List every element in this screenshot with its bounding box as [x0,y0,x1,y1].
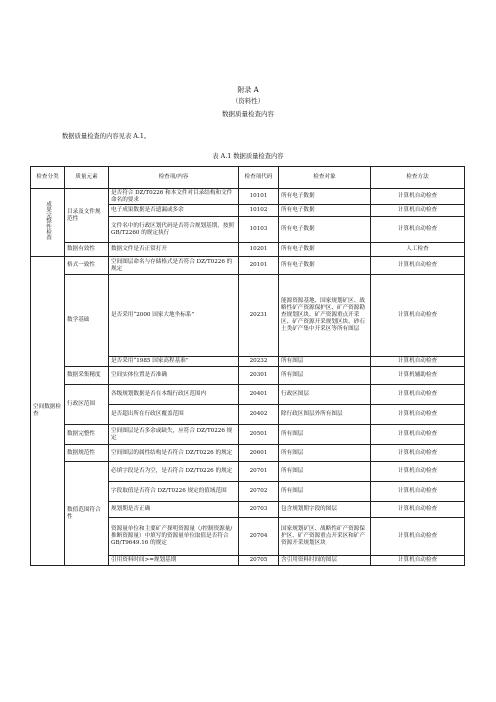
header-item: 检查项/内容 [109,167,239,189]
table-header-row [31,167,465,189]
object-cell: 所有图层 [279,462,371,482]
item-cell: 是否采用“1985 国家高程基准” [109,357,239,367]
item-cell: 必填字段是否为空，是否符合 DZ/T0226 的规定 [109,462,239,482]
method-cell: 计算机自动检查 [371,462,465,482]
element-cell: 数据完整性 [65,425,109,445]
object-cell: 包含规划期字段的图层 [279,502,371,518]
appendix-title: 数据质量检查内容 [222,110,274,118]
element-cell: 目录及文件规范性 [65,189,109,243]
object-cell: 所有图层 [279,357,371,367]
table-row [31,367,465,385]
appendix-label: 附录 A [237,86,259,94]
object-cell: 能源资源基地、国家规划矿区、战略性矿产资源保护区、矿产资源勘查规划区块、矿产资源重点开采区、矿产资源开采规划区块、砂石土类矿产集中开采区等所有图层 [279,275,371,357]
object-cell: 除行政区图层外所有图层 [279,405,371,425]
category-cell: 成果完整性检查 [31,189,65,257]
element-cell: 数据规范性 [65,445,109,462]
table-row [31,425,465,445]
method-cell: 计算机自动检查 [371,502,465,518]
method-cell: 计算机自动检查 [371,405,465,425]
category-cell: 空间数据检查 [31,257,65,566]
item-cell: 电子成果数据是否遗漏或多余 [109,205,239,217]
table-row [31,243,465,257]
method-cell: 计算机辅助检查 [371,367,465,385]
appendix-note: （资料性） [231,97,265,105]
code-cell: 20703 [239,502,279,518]
element-cell: 数据有效性 [65,243,109,257]
code-cell: 20705 [239,556,279,566]
method-cell: 计算机自动检查 [371,425,465,445]
item-cell: 数据文件是否正常打开 [109,243,239,257]
object-cell: 所有图层 [279,367,371,385]
object-cell: 所有电子数据 [279,205,371,217]
item-cell: 空间图层命名与存储格式是否符合 DZ/T0226 的规定 [109,257,239,275]
object-cell: 国家规划矿区、战略性矿产资源保护区、矿产资源重点开采区和矿产资源开采规划区块 [279,518,371,556]
item-cell: 空间图层的属性结构是否符合 DZ/T0226 的规定 [109,445,239,462]
item-cell: 文件名中的行政区划代码是否符合规划基期，按照 GB/T2260 的规定执行 [109,217,239,243]
code-cell: 10102 [239,205,279,217]
intro-paragraph: 数据质量检查的内容见表 A.1。 [62,133,151,140]
table-row [31,275,465,357]
quality-check-table [30,166,465,566]
table-row [31,257,465,275]
code-cell: 20232 [239,357,279,367]
table-row [31,385,465,405]
method-cell: 计算机自动检查 [371,217,465,243]
object-cell: 行政区图层 [279,385,371,405]
object-cell: 所有图层 [279,425,371,445]
object-cell: 所有图层 [279,445,371,462]
object-cell: 所有电子数据 [279,217,371,243]
code-cell: 20501 [239,425,279,445]
object-cell: 所有图层 [279,482,371,502]
element-cell: 数值范围符合性 [65,462,109,566]
item-cell: 各级规划数据是否在本级行政区范围内 [109,385,239,405]
element-cell: 格式一致性 [65,257,109,275]
table-row [31,445,465,462]
code-cell: 10101 [239,189,279,205]
method-cell: 计算机自动检查 [371,257,465,275]
header-object: 检查对象 [279,167,371,189]
object-cell: 所有电子数据 [279,257,371,275]
item-cell: 空间实体位置是否准确 [109,367,239,385]
item-cell: 是否超出所在行政区覆盖范围 [109,405,239,425]
method-cell: 计算机自动检查 [371,482,465,502]
object-cell: 含引用资料时间的图层 [279,556,371,566]
code-cell: 20702 [239,482,279,502]
header-method: 检查方法 [371,167,465,189]
method-cell: 计算机自动检查 [371,357,465,367]
method-cell: 计算机自动检查 [371,205,465,217]
method-cell: 计算机自动检查 [371,518,465,556]
code-cell: 20231 [239,275,279,357]
item-cell: 空间图层是否多余或缺失，应符合 DZ/T0226 规定 [109,425,239,445]
code-cell: 20301 [239,367,279,385]
header-category: 检查分类 [31,167,65,189]
item-cell: 是否采用“2000 国家大地坐标系” [109,275,239,357]
method-cell: 计算机自动检查 [371,189,465,205]
code-cell: 10201 [239,243,279,257]
table-caption: 表 A.1 数据质量检查内容 [212,153,284,160]
header-element: 质量元素 [65,167,109,189]
method-cell: 计算机自动检查 [371,556,465,566]
item-cell: 规划期是否正确 [109,502,239,518]
code-cell: 20402 [239,405,279,425]
item-cell: 字段取值是否符合 DZ/T0226 规定的值域范围 [109,482,239,502]
method-cell: 人工检查 [371,243,465,257]
table-row [31,462,465,482]
element-cell: 数学基础 [65,275,109,367]
element-cell: 数据采集精度 [65,367,109,385]
code-cell: 10103 [239,217,279,243]
item-cell: 资源量单位和主要矿产探明资源量（/控制资源量/推断资源量）中填写的资源量单位取值是否符合 GB/T9649.16 的规定 [109,518,239,556]
element-cell: 行政区范围 [65,385,109,425]
code-cell: 20101 [239,257,279,275]
method-cell: 计算机自动检查 [371,385,465,405]
method-cell: 计算机自动检查 [371,445,465,462]
item-cell: 引用资料时间>=规划基期 [109,556,239,566]
method-cell: 计算机自动检查 [371,275,465,357]
code-cell: 20601 [239,445,279,462]
item-cell: 是否符合 DZ/T0226 和本文件对目录结构和文件命名的要求 [109,189,239,205]
object-cell: 所有电子数据 [279,189,371,205]
code-cell: 20704 [239,518,279,556]
table-row [31,189,465,205]
code-cell: 20401 [239,385,279,405]
header-code: 检查项代码 [239,167,279,189]
object-cell: 所有电子数据 [279,243,371,257]
code-cell: 20701 [239,462,279,482]
